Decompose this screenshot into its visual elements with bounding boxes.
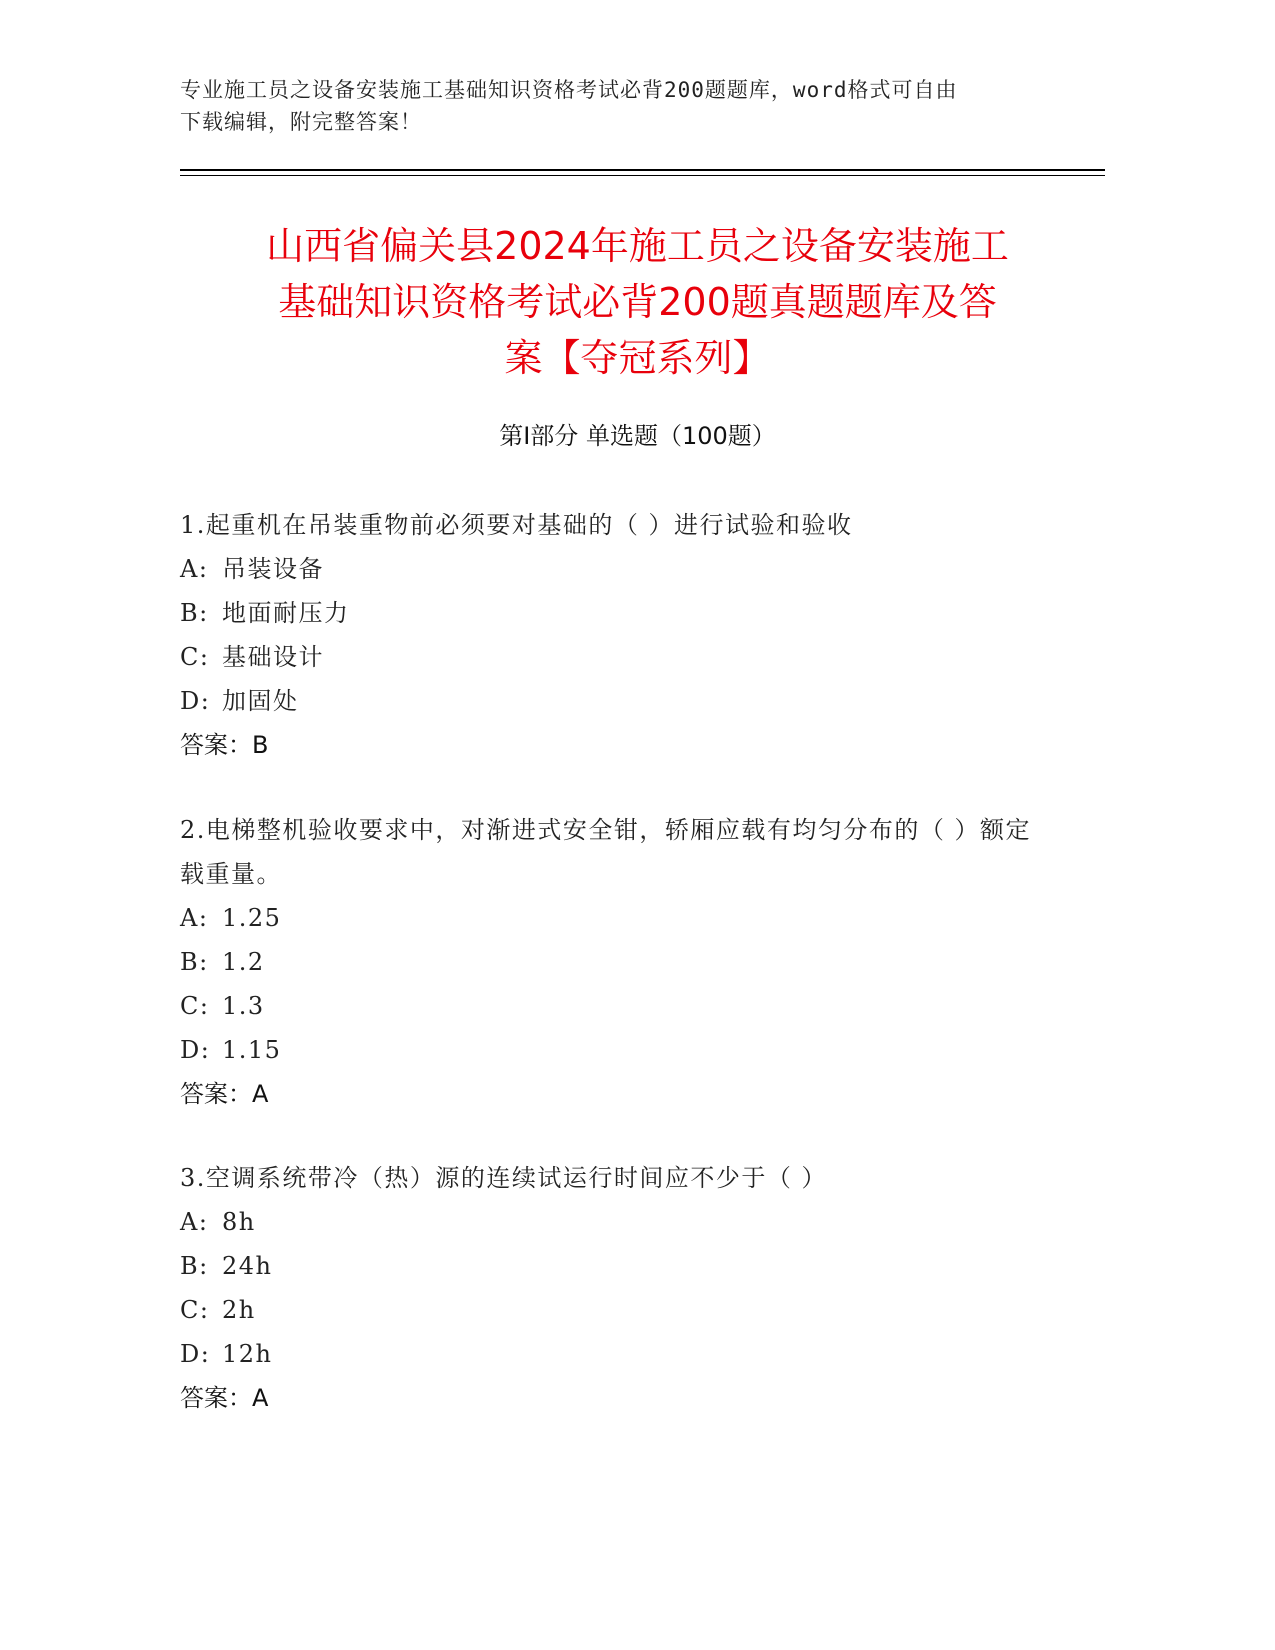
section-heading: 第Ⅰ部分 单选题（100题） (499, 422, 776, 450)
option-key: A: (180, 555, 209, 583)
document-title (150, 218, 1125, 386)
question-stem: 1.起重机在吊装重物前必须要对基础的（ ）进行试验和验收 (180, 511, 853, 539)
option-key: D: (180, 687, 211, 715)
question-stem: 2.电梯整机验收要求中，对渐进式安全钳，轿厢应载有均匀分布的（ ）额定载重量。 (180, 816, 1032, 888)
option-key: C: (180, 992, 210, 1020)
answer-value: A (252, 1384, 269, 1412)
question-3 (180, 1156, 1040, 1420)
header-divider-thin (180, 175, 1105, 176)
option-text: 地面耐压力 (222, 599, 350, 627)
option-key: B: (180, 599, 209, 627)
header-note-line-1: 专业施工员之设备安装施工基础知识资格考试必背200题题库，word格式可自由 (180, 78, 958, 102)
answer-label: 答案： (180, 1080, 252, 1108)
option-b (180, 591, 1040, 635)
answer-line (180, 1072, 1040, 1116)
option-key: A: (180, 1208, 209, 1236)
option-text: 吊装设备 (222, 555, 324, 583)
question-1 (180, 503, 1040, 767)
option-key: B: (180, 948, 209, 976)
option-d (180, 1028, 1040, 1072)
option-text: 24h (222, 1252, 273, 1280)
option-text: 1.25 (222, 904, 282, 932)
option-key: C: (180, 1296, 210, 1324)
question-2 (180, 808, 1040, 1116)
option-a (180, 896, 1040, 940)
option-text: 1.3 (222, 992, 265, 1020)
option-d (180, 679, 1040, 723)
option-text: 2h (222, 1296, 256, 1324)
header-divider-thick (180, 169, 1105, 171)
option-text: 12h (222, 1340, 273, 1368)
option-c (180, 1288, 1040, 1332)
option-text: 加固处 (222, 687, 299, 715)
document-title-line-3: 案【夺冠系列】 (504, 336, 771, 380)
question-stem: 3.空调系统带冷（热）源的连续试运行时间应不少于（ ） (180, 1164, 828, 1192)
option-text: 8h (222, 1208, 256, 1236)
option-d (180, 1332, 1040, 1376)
option-c (180, 635, 1040, 679)
option-key: D: (180, 1340, 211, 1368)
header-note-line-2: 下载编辑，附完整答案！ (180, 110, 422, 134)
option-key: B: (180, 1252, 209, 1280)
document-title-line-1: 山西省偏关县2024年施工员之设备安装施工 (266, 224, 1009, 268)
answer-value: B (252, 731, 269, 759)
option-text: 基础设计 (222, 643, 324, 671)
answer-label: 答案： (180, 731, 252, 759)
option-a (180, 547, 1040, 591)
option-key: C: (180, 643, 210, 671)
answer-value: A (252, 1080, 269, 1108)
answer-line (180, 723, 1040, 767)
option-b (180, 1244, 1040, 1288)
option-b (180, 940, 1040, 984)
option-key: A: (180, 904, 209, 932)
option-text: 1.15 (222, 1036, 282, 1064)
option-text: 1.2 (222, 948, 265, 976)
option-a (180, 1200, 1040, 1244)
document-header-note (180, 74, 1060, 138)
option-c (180, 984, 1040, 1028)
answer-label: 答案： (180, 1384, 252, 1412)
answer-line (180, 1376, 1040, 1420)
document-title-line-2: 基础知识资格考试必背200题真题题库及答 (278, 280, 997, 324)
option-key: D: (180, 1036, 211, 1064)
